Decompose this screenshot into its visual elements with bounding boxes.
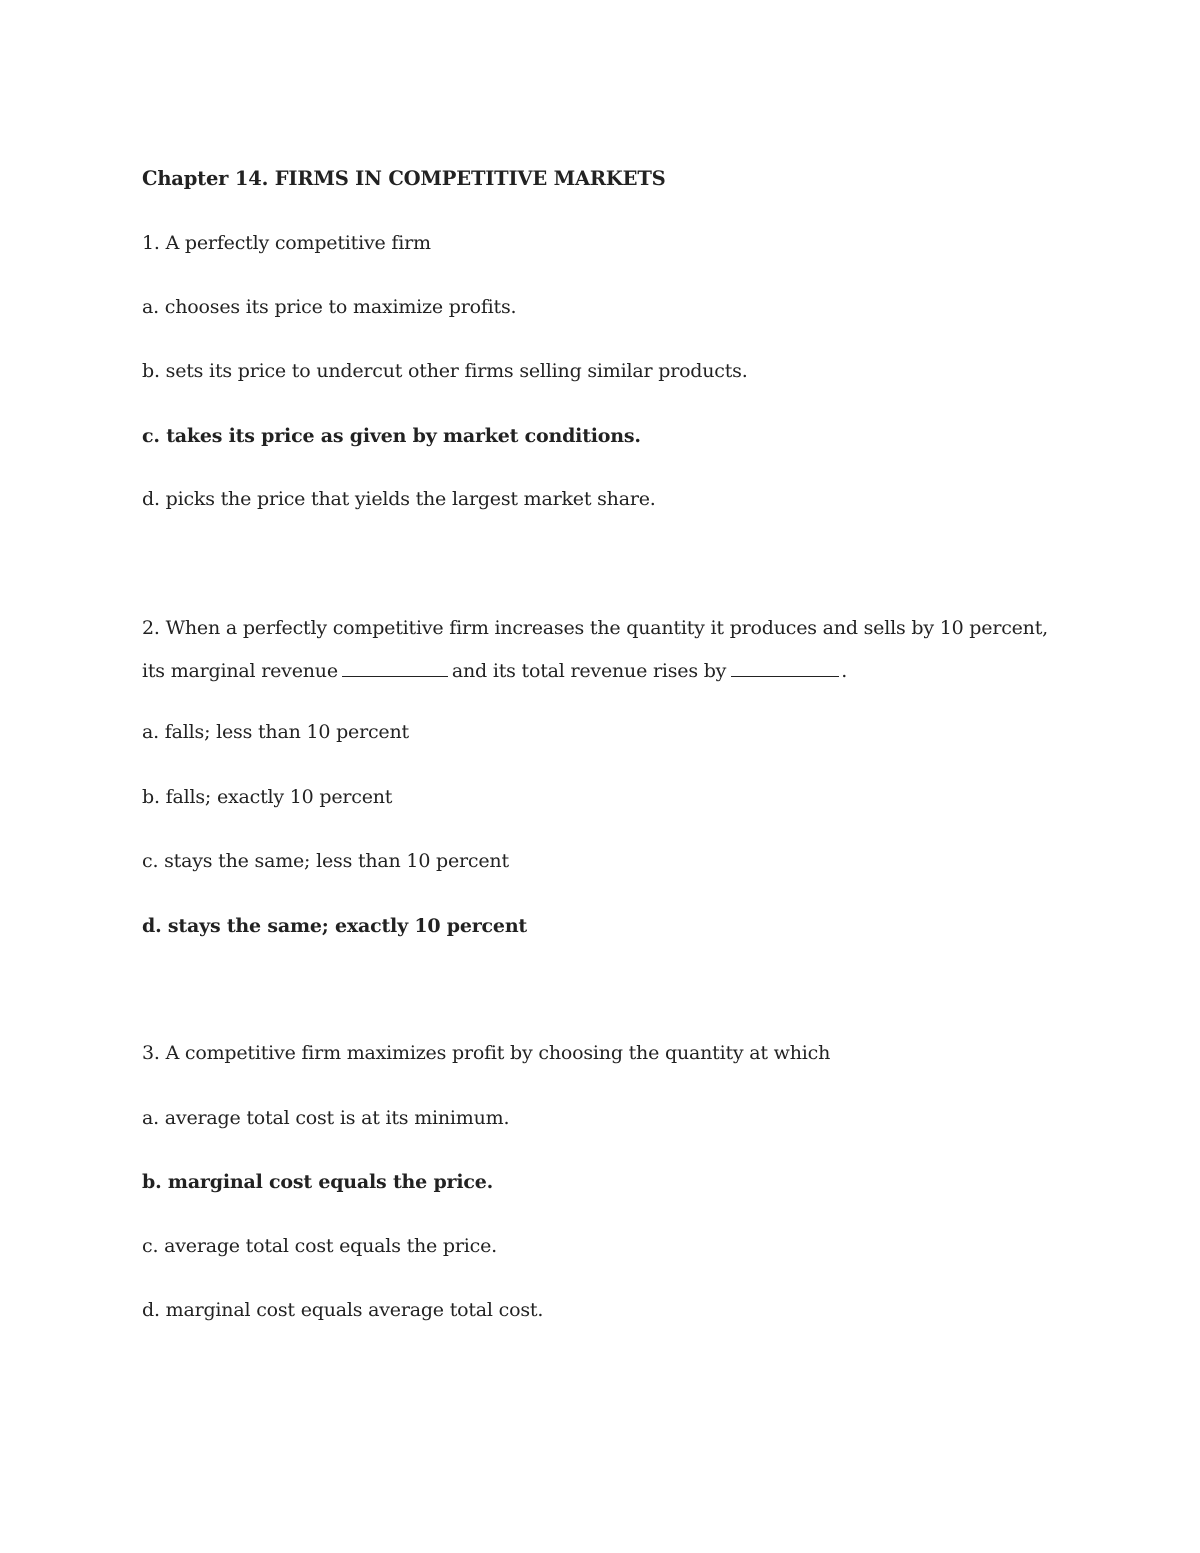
question-1-option-a: a. chooses its price to maximize profits. (142, 296, 517, 318)
fill-in-blank-2 (731, 657, 839, 677)
question-3-stem: 3. A competitive firm maximizes profit by choosing the quantity at which (142, 1042, 831, 1064)
question-2-stem-line-2 (142, 657, 847, 683)
question-1-stem: 1. A perfectly competitive firm (142, 232, 431, 254)
question-3-option-b-correct: b. marginal cost equals the price. (142, 1171, 494, 1193)
fill-in-blank-1 (342, 657, 448, 677)
question-3-option-c: c. average total cost equals the price. (142, 1235, 497, 1257)
question-2-option-b: b. falls; exactly 10 percent (142, 786, 393, 808)
question-3-option-a: a. average total cost is at its minimum. (142, 1107, 510, 1129)
question-2-stem-part-1: its marginal revenue (142, 660, 338, 682)
question-2-stem-end: . (841, 660, 848, 682)
question-1-option-c-correct: c. takes its price as given by market conditions. (142, 425, 641, 447)
question-3-option-d: d. marginal cost equals average total cost. (142, 1299, 544, 1321)
question-2-option-a: a. falls; less than 10 percent (142, 721, 409, 743)
question-1-option-b: b. sets its price to undercut other firms selling similar products. (142, 360, 748, 382)
question-2-stem-part-2: and its total revenue rises by (451, 660, 727, 682)
question-2-stem-line-1: 2. When a perfectly competitive firm increases the quantity it produces and sells by 10 percent, (142, 617, 1048, 639)
question-2-option-c: c. stays the same; less than 10 percent (142, 850, 509, 872)
question-2-option-d-correct: d. stays the same; exactly 10 percent (142, 915, 528, 937)
chapter-title: Chapter 14. FIRMS IN COMPETITIVE MARKETS (142, 167, 666, 190)
question-1-option-d: d. picks the price that yields the largest market share. (142, 488, 656, 510)
